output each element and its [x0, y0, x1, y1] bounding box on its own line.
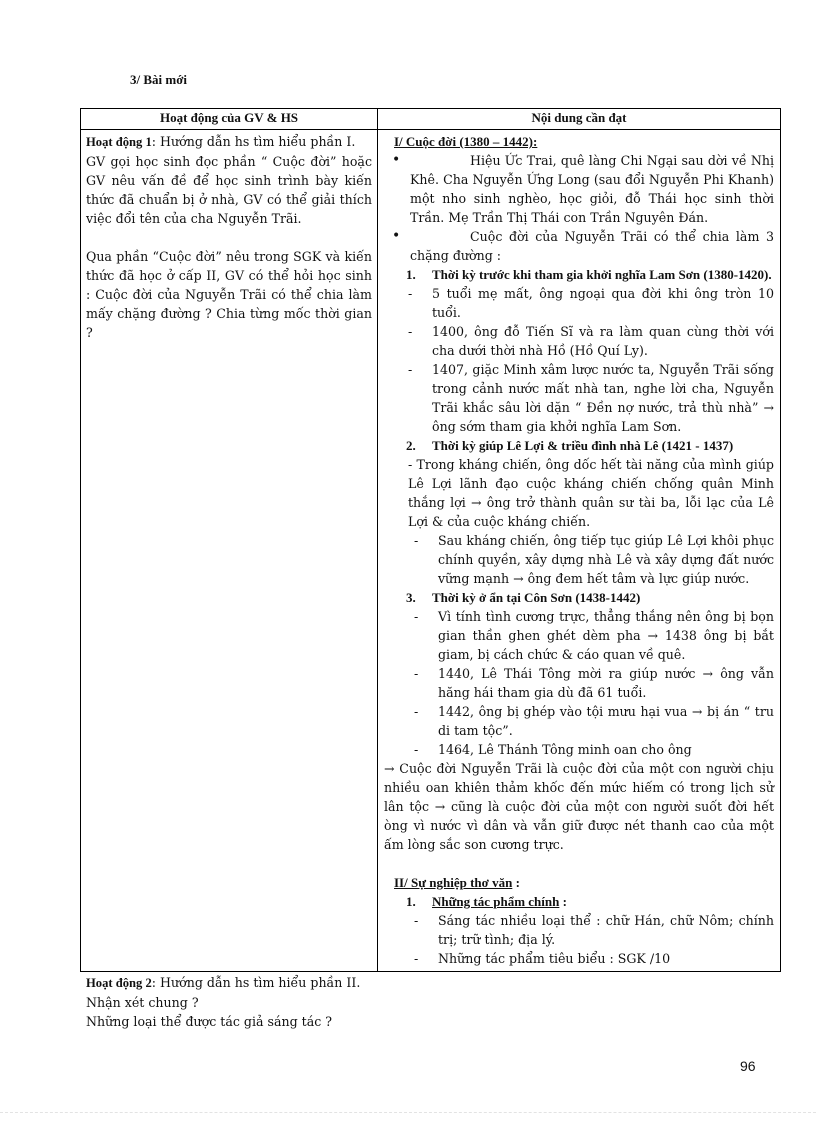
works-item-1: - Sáng tác nhiều loại thể : chữ Hán, chữ Nôm; chính trị; trữ tình; địa lý. [384, 911, 774, 949]
section-1-heading: I/ Cuộc đời (1380 – 1442): [394, 134, 538, 149]
header-teacher-student: Hoạt động của GV & HS [81, 109, 378, 130]
stage-3-heading: 3. Thời kỳ ở ẩn tại Côn Sơn (1438-1442) [406, 590, 641, 605]
footer-divider [0, 1112, 816, 1113]
activity-1-title [86, 132, 372, 152]
stage-2-item-1: - Sau kháng chiến, ông tiếp tục giúp Lê Lợi khôi phục chính quyền, xây dựng nhà Lê và xây dựng đất nước vững mạnh → ông đem hết tâm và lực giúp nước. [384, 531, 774, 588]
stage-2-paragraph: - Trong kháng chiến, ông dốc hết tài năng của mình giúp Lê Lợi lãnh đạo cuộc kháng chiến chống quân Minh thắng lợi → ông trở thành quân sư tài ba, lỗi lạc của Lê Lợi & của cuộc kháng chiến. [408, 457, 774, 529]
stage-1-item-2: - 1400, ông đỗ Tiến Sĩ và ra làm quan cùng thời với cha dưới thời nhà Hồ (Hồ Quí Ly). [384, 322, 774, 360]
activity-1-instruction: GV gọi học sinh đọc phần “ Cuộc đời” hoặc GV nêu vấn đề để học sinh trình bày kiến thức đã chuẩn bị ở nhà, GV có thể giải thích việc đổi tên của cha Nguyễn Trãi. [86, 154, 372, 226]
header-content: Nội dung cần đạt [378, 109, 781, 130]
stage-3-item-4: - 1464, Lê Thánh Tông minh oan cho ông [384, 740, 774, 759]
content-cell [378, 130, 781, 972]
works-heading: 1. Những tác phẩm chính : [406, 894, 567, 909]
bio-bullet-1: • Hiệu Ức Trai, quê làng Chi Ngại sau dời về Nhị Khê. Cha Nguyễn Ứng Long (sau đổi Nguyễn Phi Khanh) một nho sinh nghèo, học giỏi, đỗ Thái học sinh thời Trần. Mẹ Trần Thị Thái con Trần Nguyên Đán. [384, 151, 774, 227]
stage-3-item-3: - 1442, ông bị ghép vào tội mưu hại vua → bị án “ tru di tam tộc”. [384, 702, 774, 740]
activity-2-question-1: Nhận xét chung ? [86, 995, 199, 1010]
activity-2-title [86, 973, 372, 993]
stage-2-heading: 2. Thời kỳ giúp Lê Lợi & triều đình nhà Lê (1421 - 1437) [406, 438, 734, 453]
stage-1-item-1: - 5 tuổi mẹ mất, ông ngoại qua đời khi ông tròn 10 tuổi. [384, 284, 774, 322]
table-body-row [81, 130, 781, 972]
section-heading: 3/ Bài mới [130, 72, 188, 87]
section-2-heading: II/ Sự nghiệp thơ văn : [394, 875, 520, 890]
activity-2-label: Hoạt động 2 [86, 976, 152, 990]
activity-1-text: : Hướng dẫn hs tìm hiểu phần I. [151, 134, 356, 149]
life-conclusion: → Cuộc đời Nguyễn Trãi là cuộc đời của một con người chịu nhiều oan khiên thảm khốc đến mức hiếm có trong lịch sử lân tộc → cũng là cuộc đời của một con người suốt đời hết òng vì nước vì dân và vẫn giữ được nét thanh cao của một ấm lòng sắc son cương trực. [384, 761, 774, 852]
activity-1-label: Hoạt động 1 [86, 135, 152, 149]
works-item-2: - Những tác phẩm tiêu biểu : SGK /10 [384, 949, 774, 968]
activity-2-question-2: Những loại thể được tác giả sáng tác ? [86, 1014, 333, 1029]
lesson-table [80, 108, 781, 1029]
table-header-row [81, 109, 781, 130]
stage-3-item-1: - Vì tính tình cương trực, thẳng thắng nên ông bị bọn gian thần ghen ghét dèm pha → 1438 ông bị bắt giam, bị cách chức & cáo quan về quê. [384, 607, 774, 664]
stage-1-heading: 1. Thời kỳ trước khi tham gia khởi nghĩa Lam Sơn (1380-1420). [406, 267, 772, 282]
bio-bullet-2: • Cuộc đời của Nguyễn Trãi có thể chia làm 3 chặng đường : [384, 227, 774, 265]
activity-2-text: : Hướng dẫn hs tìm hiểu phần II. [151, 975, 361, 990]
teacher-activities-cell [81, 130, 378, 1029]
page-number: 96 [740, 1058, 756, 1074]
stage-1-item-3: - 1407, giặc Minh xâm lược nước ta, Nguyễn Trãi sống trong cảnh nước mất nhà tan, nghe lời cha, Nguyễn Trãi khắc sâu lời dặn “ Đền nợ nước, trả thù nhà” → ông sớm tham gia khởi nghĩa Lam Sơn. [384, 360, 774, 436]
activity-1-question: Qua phần “Cuộc đời” nêu trong SGK và kiến thức đã học ở cấp II, GV có thể hỏi học sinh : Cuộc đời của Nguyễn Trãi có thể chia làm mấy chặng đường ? Chia từng mốc thời gian ? [86, 249, 372, 340]
stage-3-item-2: - 1440, Lê Thái Tông mời ra giúp nước → ông vẫn hăng hái tham gia dù đã 61 tuổi. [384, 664, 774, 702]
